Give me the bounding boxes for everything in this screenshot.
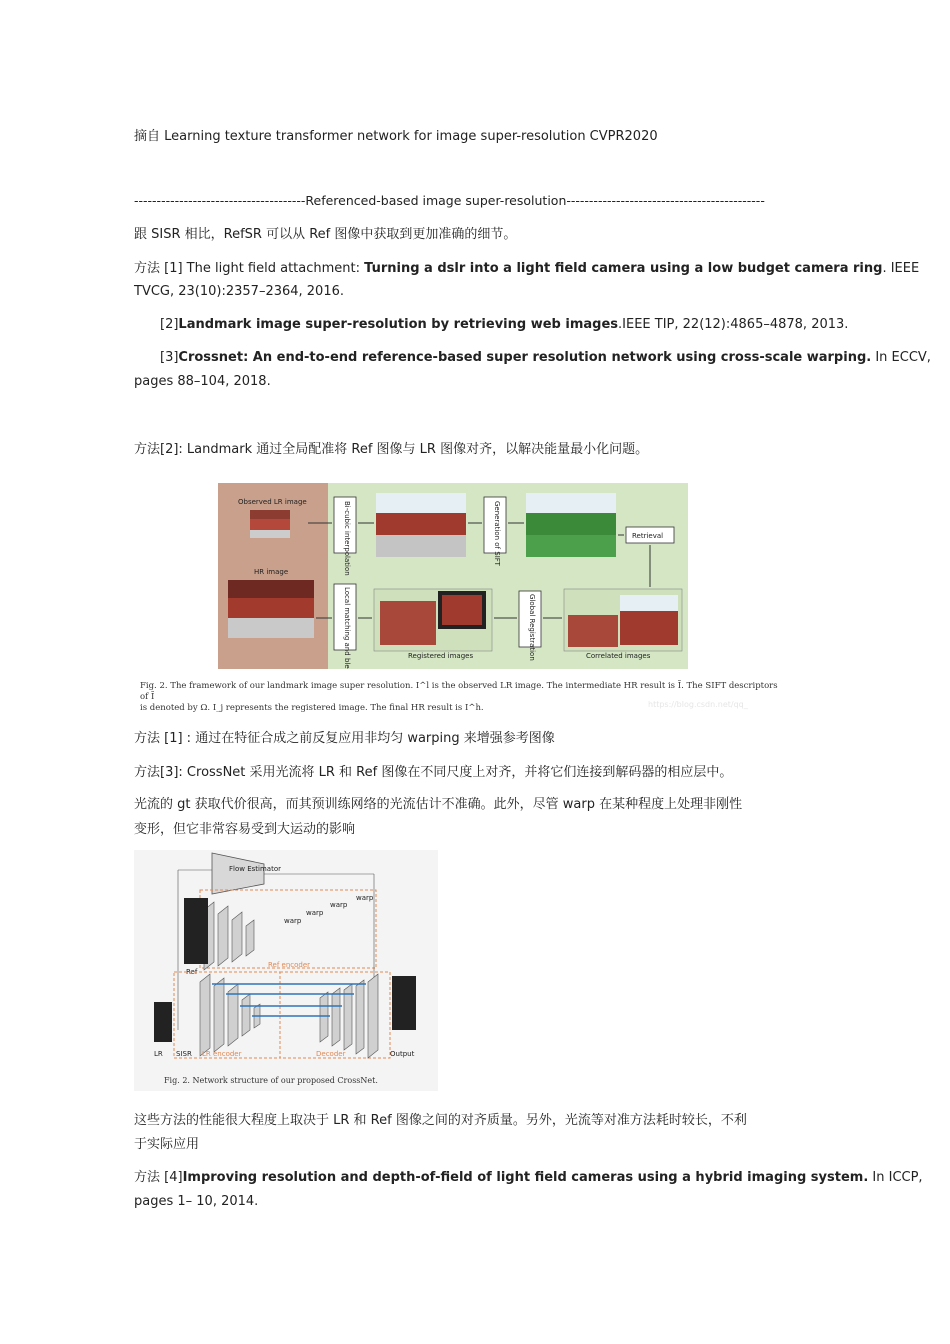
reference-4-title: Improving resolution and depth-of-field of light field cameras using a hybrid imaging system. (182, 1170, 869, 1185)
section-heading: --------------------------------------Referenced-based image super-resolution-------------------------------------------- (134, 193, 765, 208)
decoder-label: Decoder (316, 1050, 346, 1058)
ref-encoder-label: Ref encoder (268, 961, 311, 969)
flow-estimator-block (212, 853, 264, 894)
ref-input-label: Ref (186, 968, 198, 976)
retrieval-label: Retrieval (632, 532, 664, 540)
method-1-description: 方法 [1] : 通过在特征合成之前反复应用非均匀 warping 来增强参考图像 (134, 731, 555, 746)
flow-estimator-label: Flow Estimator (229, 865, 281, 873)
crossnet-figure (134, 850, 438, 1091)
intermediate-image-icon (376, 493, 466, 557)
lr-encoder-blocks (200, 974, 260, 1056)
registered-images-label: Registered images (408, 652, 474, 660)
lr-encoder-label: LR encoder (202, 1050, 242, 1058)
reference-3-continued: pages 88–104, 2018. (134, 374, 271, 389)
sift-label: Generation of SIFT (493, 501, 501, 566)
reference-4: 方法 [4]Improving resolution and depth-of-field of light field cameras using a hybrid imaging system. In ICCP, (134, 1170, 923, 1185)
warp-label-3: warp (306, 909, 324, 917)
correlated-images-label: Correlated images (586, 652, 651, 660)
warp-label-2: warp (330, 901, 348, 909)
reference-3-title: Crossnet: An end-to-end reference-based super resolution network using cross-scale warping. (178, 350, 872, 365)
reference-1-title: Turning a dslr into a light field camera using a low budget camera ring (364, 261, 883, 276)
figure-2-caption: Fig. 2. Network structure of our proposed CrossNet. (164, 1076, 378, 1085)
reference-4-continued: pages 1– 10, 2014. (134, 1194, 259, 1209)
lr-input-label: LR (154, 1050, 163, 1058)
landmark-framework-figure (218, 483, 688, 669)
optical-flow-note-line-1: 光流的 gt 获取代价很高，而其预训练网络的光流估计不准确。此外，尽管 warp 在某种程度上处理非刚性 (134, 797, 743, 812)
lr-image-thumbnail-icon (250, 510, 290, 538)
reference-2-title: Landmark image super-resolution by retrieving web images (178, 317, 619, 332)
hr-image-thumbnail-icon (228, 580, 314, 638)
output-label: Output (390, 1050, 415, 1058)
warp-label-4: warp (284, 917, 302, 925)
sift-image-icon (526, 493, 616, 557)
performance-note-line-2: 于实际应用 (134, 1137, 200, 1152)
figure-1-caption: Fig. 2. The framework of our landmark image super resolution. I^l is the observed LR image. The intermediate HR result is Ĩ. The SIFT descriptors of Ĩ is denoted by Ω. I_j represents the registered image. The final HR result is I^h. (140, 681, 778, 713)
output-image-icon (392, 976, 416, 1030)
performance-note-line-1: 这些方法的性能很大程度上取决于 LR 和 Ref 图像之间的对齐质量。另外，光流等对准方法耗时较长，不利 (134, 1113, 747, 1128)
optical-flow-note-line-2: 变形，但它非常容易受到大运动的影响 (134, 822, 356, 837)
method-2-paragraph: 方法[2]: Landmark 通过全局配准将 Ref 图像与 LR 图像对齐，以解决能量最小化问题。 (134, 442, 649, 457)
observed-lr-label: Observed LR image (238, 498, 307, 506)
source-line: 摘自 Learning texture transformer network for image super-resolution CVPR2020 (134, 129, 658, 144)
reference-1-continued: TVCG, 23(10):2357–2364, 2016. (134, 284, 345, 299)
reference-3: [3]Crossnet: An end-to-end reference-based super resolution network using cross-scale warping. In ECCV, (160, 350, 931, 365)
crossnet-diagram (134, 850, 438, 1091)
lr-image-icon (154, 1002, 172, 1042)
hr-image-label: HR image (254, 568, 289, 576)
ref-encoder-blocks (204, 902, 254, 970)
intro-paragraph: 跟 SISR 相比，RefSR 可以从 Ref 图像中获取到更加准确的细节。 (134, 227, 517, 242)
sisr-label: SISR (176, 1050, 192, 1058)
bicubic-label: Bi-cubic interpolation (343, 501, 351, 576)
landmark-framework-diagram (218, 483, 688, 669)
ref-image-icon (184, 898, 208, 964)
global-registration-label: Global Registration (528, 594, 536, 661)
figure-watermark: https://blog.csdn.net/qq_ (648, 700, 748, 709)
local-matching-label: Local matching and blending (343, 587, 351, 669)
reference-2: [2]Landmark image super-resolution by retrieving web images.IEEE TIP, 22(12):4865–4878, 2013. (160, 317, 849, 332)
method-3-description: 方法[3]: CrossNet 采用光流将 LR 和 Ref 图像在不同尺度上对齐，并将它们连接到解码器的相应层中。 (134, 765, 733, 780)
reference-1: 方法 [1] The light field attachment: Turning a dslr into a light field camera using a low budget camera ring. IEEE (134, 261, 920, 276)
warp-label-1: warp (356, 894, 374, 902)
